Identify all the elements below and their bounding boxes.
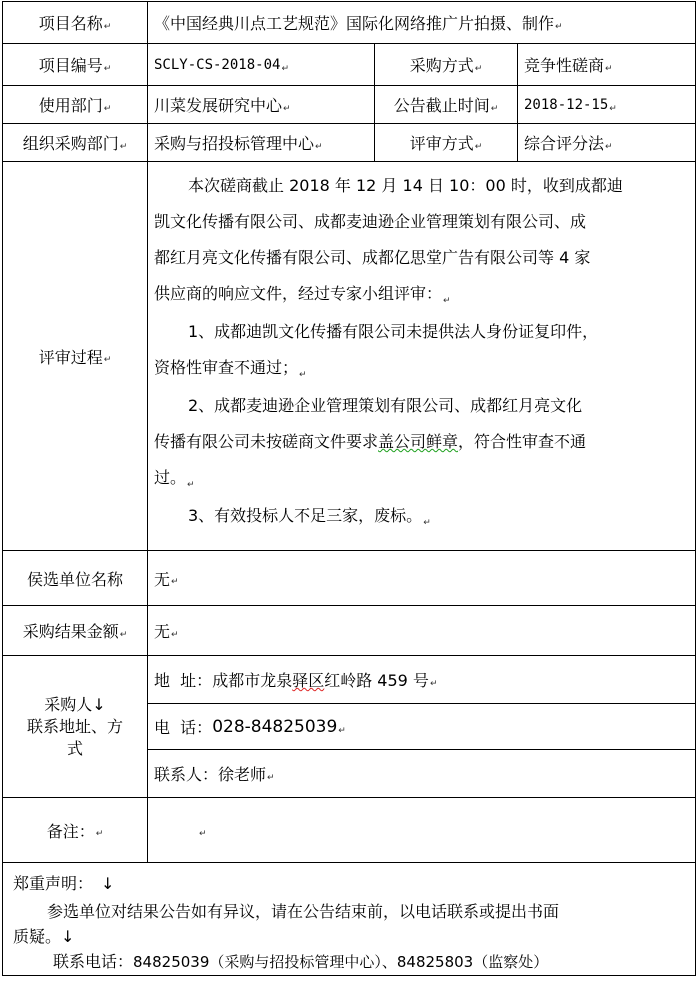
paragraph-mark: ↵ (103, 21, 112, 32)
evaluation-method-label: 评审方式 (409, 134, 474, 153)
paragraph-mark: ↵ (103, 355, 112, 365)
paragraph-mark: ↵ (267, 772, 275, 783)
phone-label: 电 话： (154, 718, 213, 737)
paragraph-mark: ↵ (605, 141, 613, 152)
declaration-contact-line (53, 949, 548, 972)
contact-address-cell (148, 656, 695, 704)
paragraph-mark: ↵ (474, 63, 483, 74)
remarks-label: 备注： (46, 821, 95, 841)
declaration-title: 郑重声明： ↓ (13, 874, 115, 893)
remarks-label-cell (3, 798, 148, 863)
paragraph-mark: ↵ (103, 103, 112, 114)
department-label: 使用部门 (38, 96, 103, 115)
department-label-cell (3, 86, 148, 124)
review-line-4: 供应商的响应文件，经过专家小组评审：$_↵$ (154, 284, 451, 306)
contact-label-line1: 采购人 (44, 694, 93, 714)
procurement-method-label: 采购方式 (409, 56, 474, 75)
paragraph-mark: ↵ (315, 141, 323, 152)
project-name-value: 《中国经典川点工艺规范》国际化网络推广片拍摄、制作 (154, 14, 555, 33)
organizer-label: 组织采购部门 (22, 134, 119, 153)
procurement-method-value: 竞争性磋商 (524, 56, 605, 75)
project-number-label-cell (3, 44, 148, 86)
paragraph-mark: ↵ (474, 141, 483, 152)
paragraph-mark: ↵ (609, 103, 617, 114)
declaration-body-line1: 参选单位对结果公告如有异议，请在公告结束前，以电话联系或提出书面 (47, 902, 560, 921)
deadline-label: 公告截止时间 (393, 96, 490, 115)
organizer-value: 采购与招投标管理中心 (154, 134, 315, 153)
contact-person-cell (148, 750, 695, 798)
project-name-label: 项目名称 (38, 14, 103, 33)
review-label-cell (3, 162, 148, 551)
organizer-label-cell (3, 124, 148, 162)
phone-value: 028-84825039 (212, 716, 338, 737)
line-break-mark: ↓ (92, 694, 106, 714)
project-number-value: SCLY-CS-2018-04 (154, 56, 281, 73)
contact-label-cell (3, 656, 148, 798)
candidate-label-cell (3, 551, 148, 606)
paragraph-mark: ↵ (429, 678, 438, 689)
paragraph-mark: ↵ (171, 577, 179, 587)
review-line-6: 资格性审查不通过；$_↵$ (154, 358, 307, 380)
paragraph-mark: ↵ (95, 829, 104, 839)
deadline-value: 2018-12-15 (524, 96, 609, 113)
announcement-table (2, 1, 696, 976)
paragraph-mark: ↵ (338, 725, 346, 736)
declaration-contact-text: 84825039（采购与招投标管理中心）、84825803（监察处） (133, 953, 549, 971)
project-name-value-cell (148, 2, 695, 44)
project-number-value-cell (148, 44, 375, 86)
result-amount-value-cell (148, 606, 695, 656)
declaration-body-line2: 质疑。↓ (13, 927, 75, 946)
result-amount-label: 采购结果金额 (22, 622, 119, 641)
project-name-label-cell (3, 2, 148, 44)
candidate-value-cell (148, 551, 695, 606)
procurement-method-value-cell (518, 44, 695, 86)
organizer-value-cell (148, 124, 375, 162)
paragraph-mark: ↵ (171, 629, 179, 640)
line-break-mark: ↓ (61, 927, 75, 946)
paragraph-mark: ↵ (119, 141, 128, 152)
project-number-label: 项目编号 (38, 56, 103, 75)
paragraph-mark: ↵ (119, 629, 128, 640)
person-value: 徐老师 (218, 765, 267, 784)
review-line-3: 都红月亮文化传播有限公司、成都亿思堂广告有限公司等 4 家 (154, 248, 591, 267)
address-label: 地 址： (154, 671, 213, 690)
review-content-cell (148, 162, 695, 551)
address-value: 成都市龙泉驿区红岭路 459 号 (212, 671, 429, 690)
contact-label-line2: 联系地址、方 (26, 716, 123, 736)
remarks-value-cell (148, 798, 695, 863)
evaluation-method-value-cell (518, 124, 695, 162)
declaration-contact-prefix: 联系电话： (53, 952, 134, 971)
line-break-mark: ↓ (101, 874, 115, 893)
paragraph-mark: ↵ (281, 63, 289, 74)
procurement-method-label-cell (375, 44, 518, 86)
paragraph-mark: ↵ (555, 21, 563, 32)
review-line-1: 本次磋商截止 2018 年 12 月 14 日 10：00 时，收到成都迪 (188, 176, 623, 195)
paragraph-mark: ↵ (283, 103, 291, 114)
paragraph-mark: ↵ (103, 63, 112, 74)
evaluation-method-label-cell (375, 124, 518, 162)
paragraph-mark: ↵ (199, 829, 207, 839)
person-label: 联系人： (154, 765, 219, 784)
result-amount-label-cell (3, 606, 148, 656)
review-line-5: 1、成都迪凯文化传播有限公司未提供法人身份证复印件， (188, 322, 599, 341)
department-value: 川菜发展研究中心 (154, 96, 283, 115)
candidate-value: 无 (154, 569, 171, 589)
review-line-7: 2、成都麦迪逊企业管理策划有限公司、成都红月亮文化 (188, 396, 583, 415)
review-line-9: 过。$_↵$ (154, 468, 195, 490)
deadline-value-cell (518, 86, 695, 124)
evaluation-method-value: 综合评分法 (524, 134, 605, 153)
contact-phone-cell (148, 704, 695, 750)
result-amount-value: 无 (154, 622, 171, 641)
review-line-8: 传播有限公司未按磋商文件要求盖公司鲜章，符合性审查不通 (154, 432, 587, 451)
contact-label-line3: 式 (66, 738, 83, 758)
candidate-label: 侯选单位名称 (26, 569, 123, 589)
paragraph-mark: ↵ (605, 63, 613, 74)
department-value-cell (148, 86, 375, 124)
paragraph-mark: ↵ (490, 103, 499, 114)
review-line-10: 3、有效投标人不足三家，废标。$_↵$ (188, 506, 431, 528)
review-label: 评审过程 (38, 347, 103, 367)
deadline-label-cell (375, 86, 518, 124)
review-line-2: 凯文化传播有限公司、成都麦迪逊企业管理策划有限公司、成 (154, 212, 587, 231)
